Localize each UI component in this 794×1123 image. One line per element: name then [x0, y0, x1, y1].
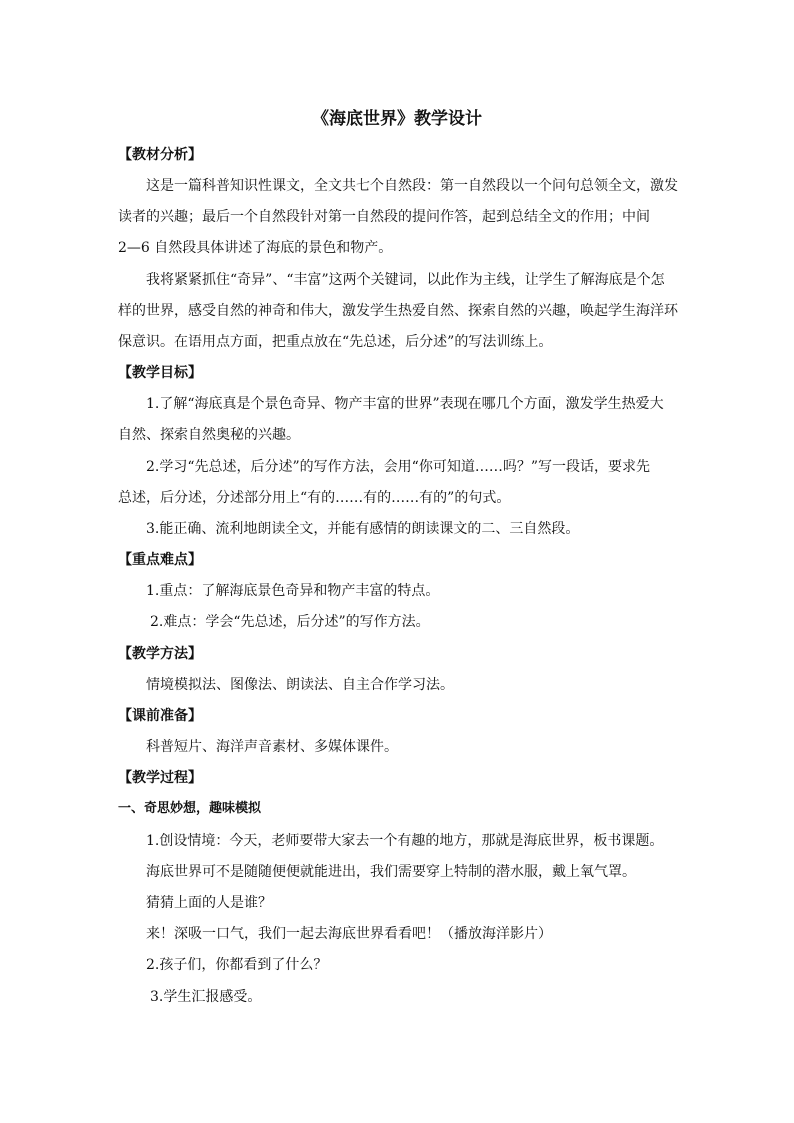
section-heading-methods: 【教学方法】: [118, 646, 202, 662]
analysis-paragraph-2-line-3: 保意识。在语用点方面，把重点放在“先总述，后分述”的写法训练上。: [118, 334, 553, 350]
section-heading-analysis: 【教材分析】: [118, 147, 202, 163]
goal-1-line-1: 1.了解“海底真是个景色奇异、物产丰富的世界”表现在哪几个方面，激发学生热爱大: [146, 396, 664, 412]
analysis-paragraph-1-line-1: 这是一篇科普知识性课文，全文共七个自然段：第一自然段以一个问句总领全文，激发: [146, 178, 678, 194]
keypoint-2: 2.难点：学会“先总述，后分述”的写作方法。: [150, 614, 430, 630]
analysis-paragraph-1-line-2: 读者的兴趣；最后一个自然段针对第一自然段的提问作答，起到总结全文的作用；中间: [118, 209, 650, 225]
process-line-3: 猜猜上面的人是谁？: [146, 895, 272, 911]
goal-3: 3.能正确、流利地朗读全文，并能有感情的朗读课文的二、三自然段。: [146, 521, 580, 537]
process-step-1-heading: 一、奇思妙想，趣味模拟: [118, 801, 262, 816]
process-line-4: 来！深吸一口气，我们一起去海底世界看看吧！（播放海洋影片）: [146, 926, 552, 942]
analysis-paragraph-2-line-2: 样的世界，感受自然的神奇和伟大，激发学生热爱自然、探索自然的兴趣，唤起学生海洋环: [118, 303, 678, 319]
methods-text: 情境模拟法、图像法、朗读法、自主合作学习法。: [146, 677, 454, 693]
analysis-paragraph-1-line-3: 2—6 自然段具体讲述了海底的景色和物产。: [118, 240, 393, 256]
goal-2-line-2: 总述，后分述，分述部分用上“有的……有的……有的”的句式。: [118, 490, 511, 506]
section-heading-prep: 【课前准备】: [118, 708, 202, 724]
document-title: 《海底世界》教学设计: [312, 109, 482, 129]
prep-text: 科普短片、海洋声音素材、多媒体课件。: [146, 739, 398, 755]
goal-1-line-2: 自然、探索自然奥秘的兴趣。: [118, 427, 300, 443]
process-line-2: 海底世界可不是随随便便就能进出，我们需要穿上特制的潜水服，戴上氧气罩。: [146, 864, 636, 880]
section-heading-process: 【教学过程】: [118, 770, 202, 786]
process-line-5: 2.孩子们，你都看到了什么？: [146, 957, 328, 973]
section-heading-keypoints: 【重点难点】: [118, 552, 202, 568]
process-line-6: 3.学生汇报感受。: [150, 989, 262, 1005]
goal-2-line-1: 2.学习“先总述，后分述”的写作方法，会用“你可知道……吗？”写一段话，要求先: [146, 459, 650, 475]
process-line-1: 1.创设情境：今天，老师要带大家去一个有趣的地方，那就是海底世界，板书课题。: [146, 833, 664, 849]
section-heading-goals: 【教学目标】: [118, 365, 202, 381]
analysis-paragraph-2-line-1: 我将紧紧抓住“奇异”、“丰富”这两个关键词，以此作为主线，让学生了解海底是个怎: [146, 272, 665, 288]
keypoint-1: 1.重点：了解海底景色奇异和物产丰富的特点。: [146, 583, 440, 599]
